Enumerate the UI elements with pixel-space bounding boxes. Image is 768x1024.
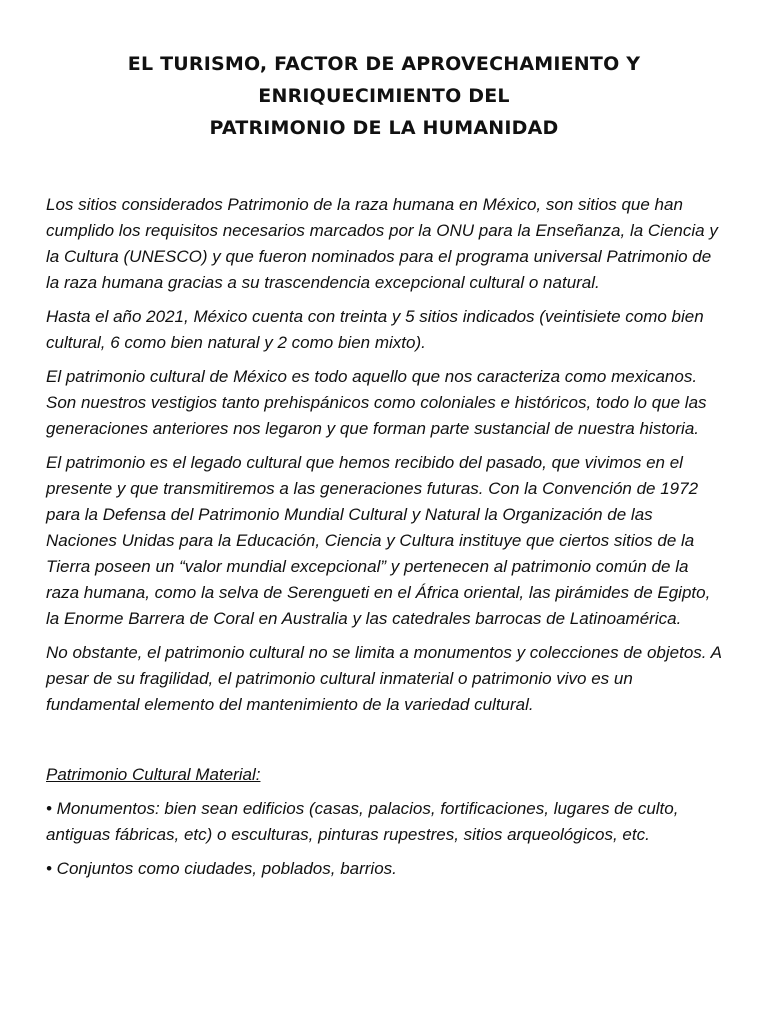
paragraph-cultural-heritage: El patrimonio cultural de México es todo aquello que nos caracteriza como mexicanos. Son nuestros vestigios tanto prehispánicos como coloniales e históricos, todo lo que las generaciones anteriores nos legaron y que forman parte sustancial de nuestra historia. <box>46 367 707 438</box>
paragraph-unesco-sites: Los sitios considerados Patrimonio de la raza humana en México, son sitios que han cumplido los requisitos necesarios marcados por la ONU para la Enseñanza, la Ciencia y la Cultura (UNESCO) y que fueron nominados para el programa universal Patrimonio de la raza humana gracias a su trascendencia excepcional cultural o natural. <box>46 195 718 292</box>
title-line-2: PATRIMONIO DE LA HUMANIDAD <box>209 117 559 139</box>
paragraph-heritage-legacy: El patrimonio es el legado cultural que hemos recibido del pasado, que vivimos en el presente y que transmitiremos a las generaciones futuras. Con la Convención de 1972 para la Defensa del Patrimonio Mundial Cultural y Natural la Organización de las Naciones Unidas para la Educación, Ciencia y Cultura instituye que ciertos sitios de la Tierra poseen un “valor mundial excepcional” y pertenecen al patrimonio común de la raza humana, como la selva de Serengueti en el África oriental, las pirámides de Egipto, la Enorme Barrera de Coral en Australia y las catedrales barrocas de Latinoamérica. <box>46 453 711 628</box>
paragraph-intangible-heritage: No obstante, el patrimonio cultural no se limita a monumentos y colecciones de objetos. A pesar de su fragilidad, el patrimonio cultural inmaterial o patrimonio vivo es un fundamental elemento del mantenimiento de la variedad cultural. <box>46 643 722 714</box>
paragraph-site-count: Hasta el año 2021, México cuenta con treinta y 5 sitios indicados (veintisiete como bien cultural, 6 como bien natural y 2 como bien mixto). <box>46 307 704 352</box>
bullet-ensembles: • Conjuntos como ciudades, poblados, barrios. <box>46 859 397 878</box>
section-spacer <box>46 726 722 762</box>
title-line-1: EL TURISMO, FACTOR DE APROVECHAMIENTO Y ENRIQUECIMIENTO DEL <box>127 53 641 107</box>
document-title <box>46 48 722 144</box>
section-heading-material-heritage: Patrimonio Cultural Material: <box>46 765 261 784</box>
bullet-monuments: • Monumentos: bien sean edificios (casas, palacios, fortificaciones, lugares de culto, antiguas fábricas, etc) o esculturas, pinturas rupestres, sitios arqueológicos, etc. <box>46 799 679 844</box>
